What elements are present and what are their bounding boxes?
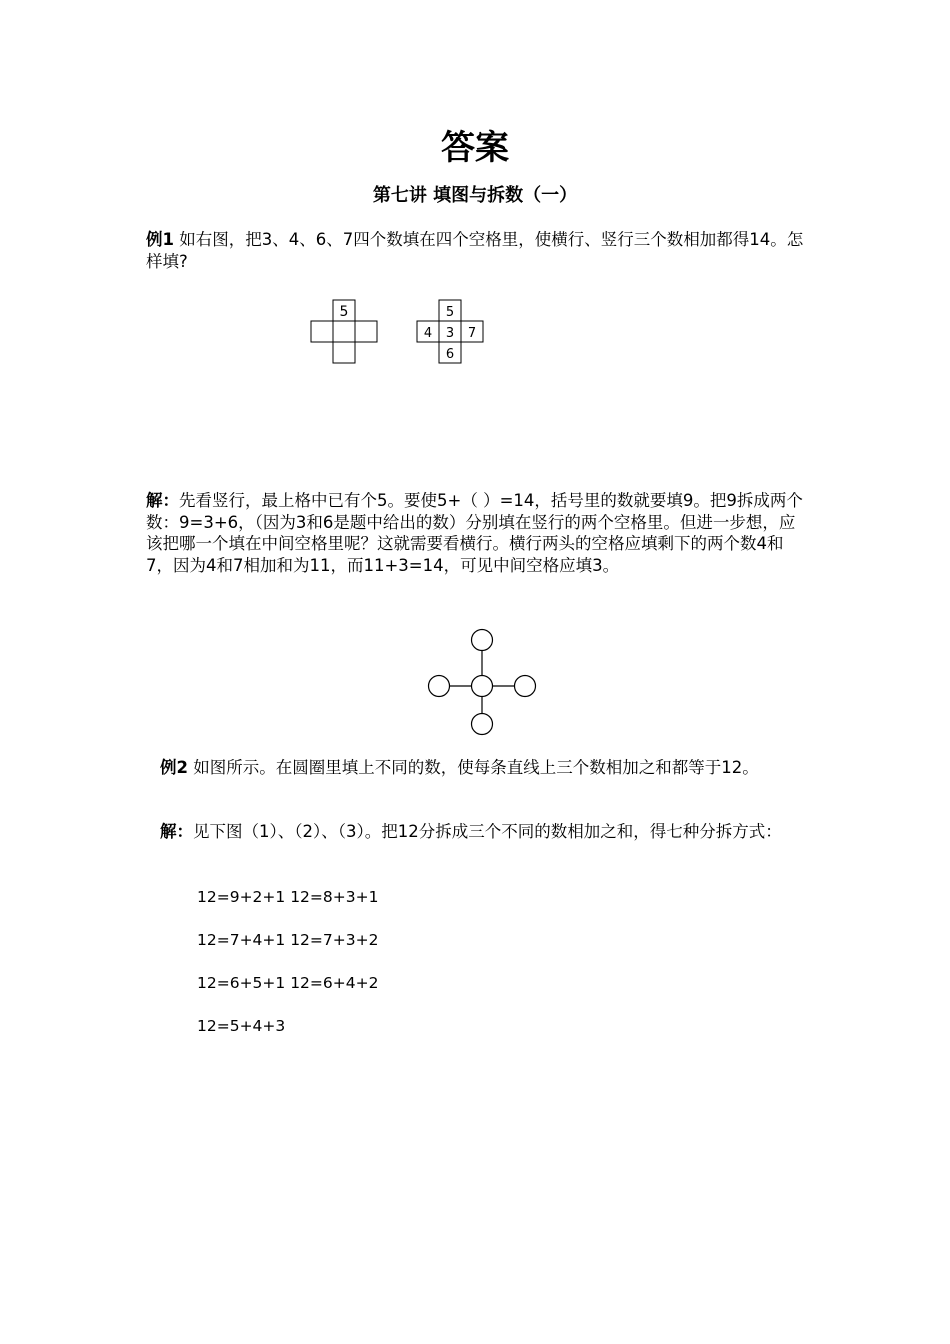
equation-line: 12=5+4+3 — [197, 1017, 286, 1035]
grid1-top-value: 5 — [339, 304, 349, 320]
example-1-question — [146, 229, 806, 272]
example-1-grids — [300, 292, 500, 372]
grid1-cell-left — [311, 321, 333, 342]
example-2-label: 例2 — [160, 758, 188, 777]
solution-1-label: 解： — [146, 491, 179, 510]
grid2-bottom-value: 6 — [445, 347, 455, 362]
example-2-text: 如图所示。在圆圈里填上不同的数，使每条直线上三个数相加之和都等于12。 — [187, 758, 759, 777]
example-2-question — [160, 757, 800, 779]
grid1-cell-bottom — [333, 342, 355, 363]
circle-right — [515, 676, 536, 697]
solution-2 — [160, 821, 800, 843]
grid1-cell-center — [333, 321, 355, 342]
solution-1-text: 先看竖行，最上格中已有个5。要使5+（ ）=14，括号里的数就要填9。把9拆成两个数：9=3+6，（因为3和6是题中给出的数）分别填在竖行的两个空格里。但进一步想，应该把哪一个填在中间空格里呢？这就需要看横行。横行两头的空格应填剩下的两个数4和7，因为4和7相加和为11，而11+3=14，可见中间空格应填3。 — [146, 491, 803, 575]
solution-2-text: 见下图（1）、（2）、（3）。把12分拆成三个不同的数相加之和，得七种分拆方式： — [193, 822, 782, 841]
grid2-left-value: 4 — [423, 326, 433, 341]
page-title: 答案 — [441, 128, 509, 168]
equation-line: 12=6+5+1 12=6+4+2 — [197, 974, 379, 992]
solution-1 — [146, 490, 806, 576]
grid2-right-value: 7 — [467, 326, 477, 341]
circle-cross-diagram — [420, 625, 550, 740]
example-1-label: 例1 — [146, 230, 174, 249]
grid1-cell-right — [355, 321, 377, 342]
equation-line: 12=7+4+1 12=7+3+2 — [197, 931, 379, 949]
circle-top — [472, 630, 493, 651]
circle-bottom — [472, 714, 493, 735]
solution-2-label: 解： — [160, 822, 193, 841]
example-1-text: 如右图，把3、4、6、7四个数填在四个空格里，使横行、竖行三个数相加都得14。怎样填? — [146, 230, 804, 271]
equation-line: 12=9+2+1 12=8+3+1 — [197, 888, 379, 906]
lesson-title: 第七讲 填图与拆数（一） — [372, 185, 578, 206]
grid2-top-value: 5 — [445, 305, 455, 320]
circle-center — [472, 676, 493, 697]
circle-left — [429, 676, 450, 697]
grid2-center-value: 3 — [445, 326, 455, 341]
